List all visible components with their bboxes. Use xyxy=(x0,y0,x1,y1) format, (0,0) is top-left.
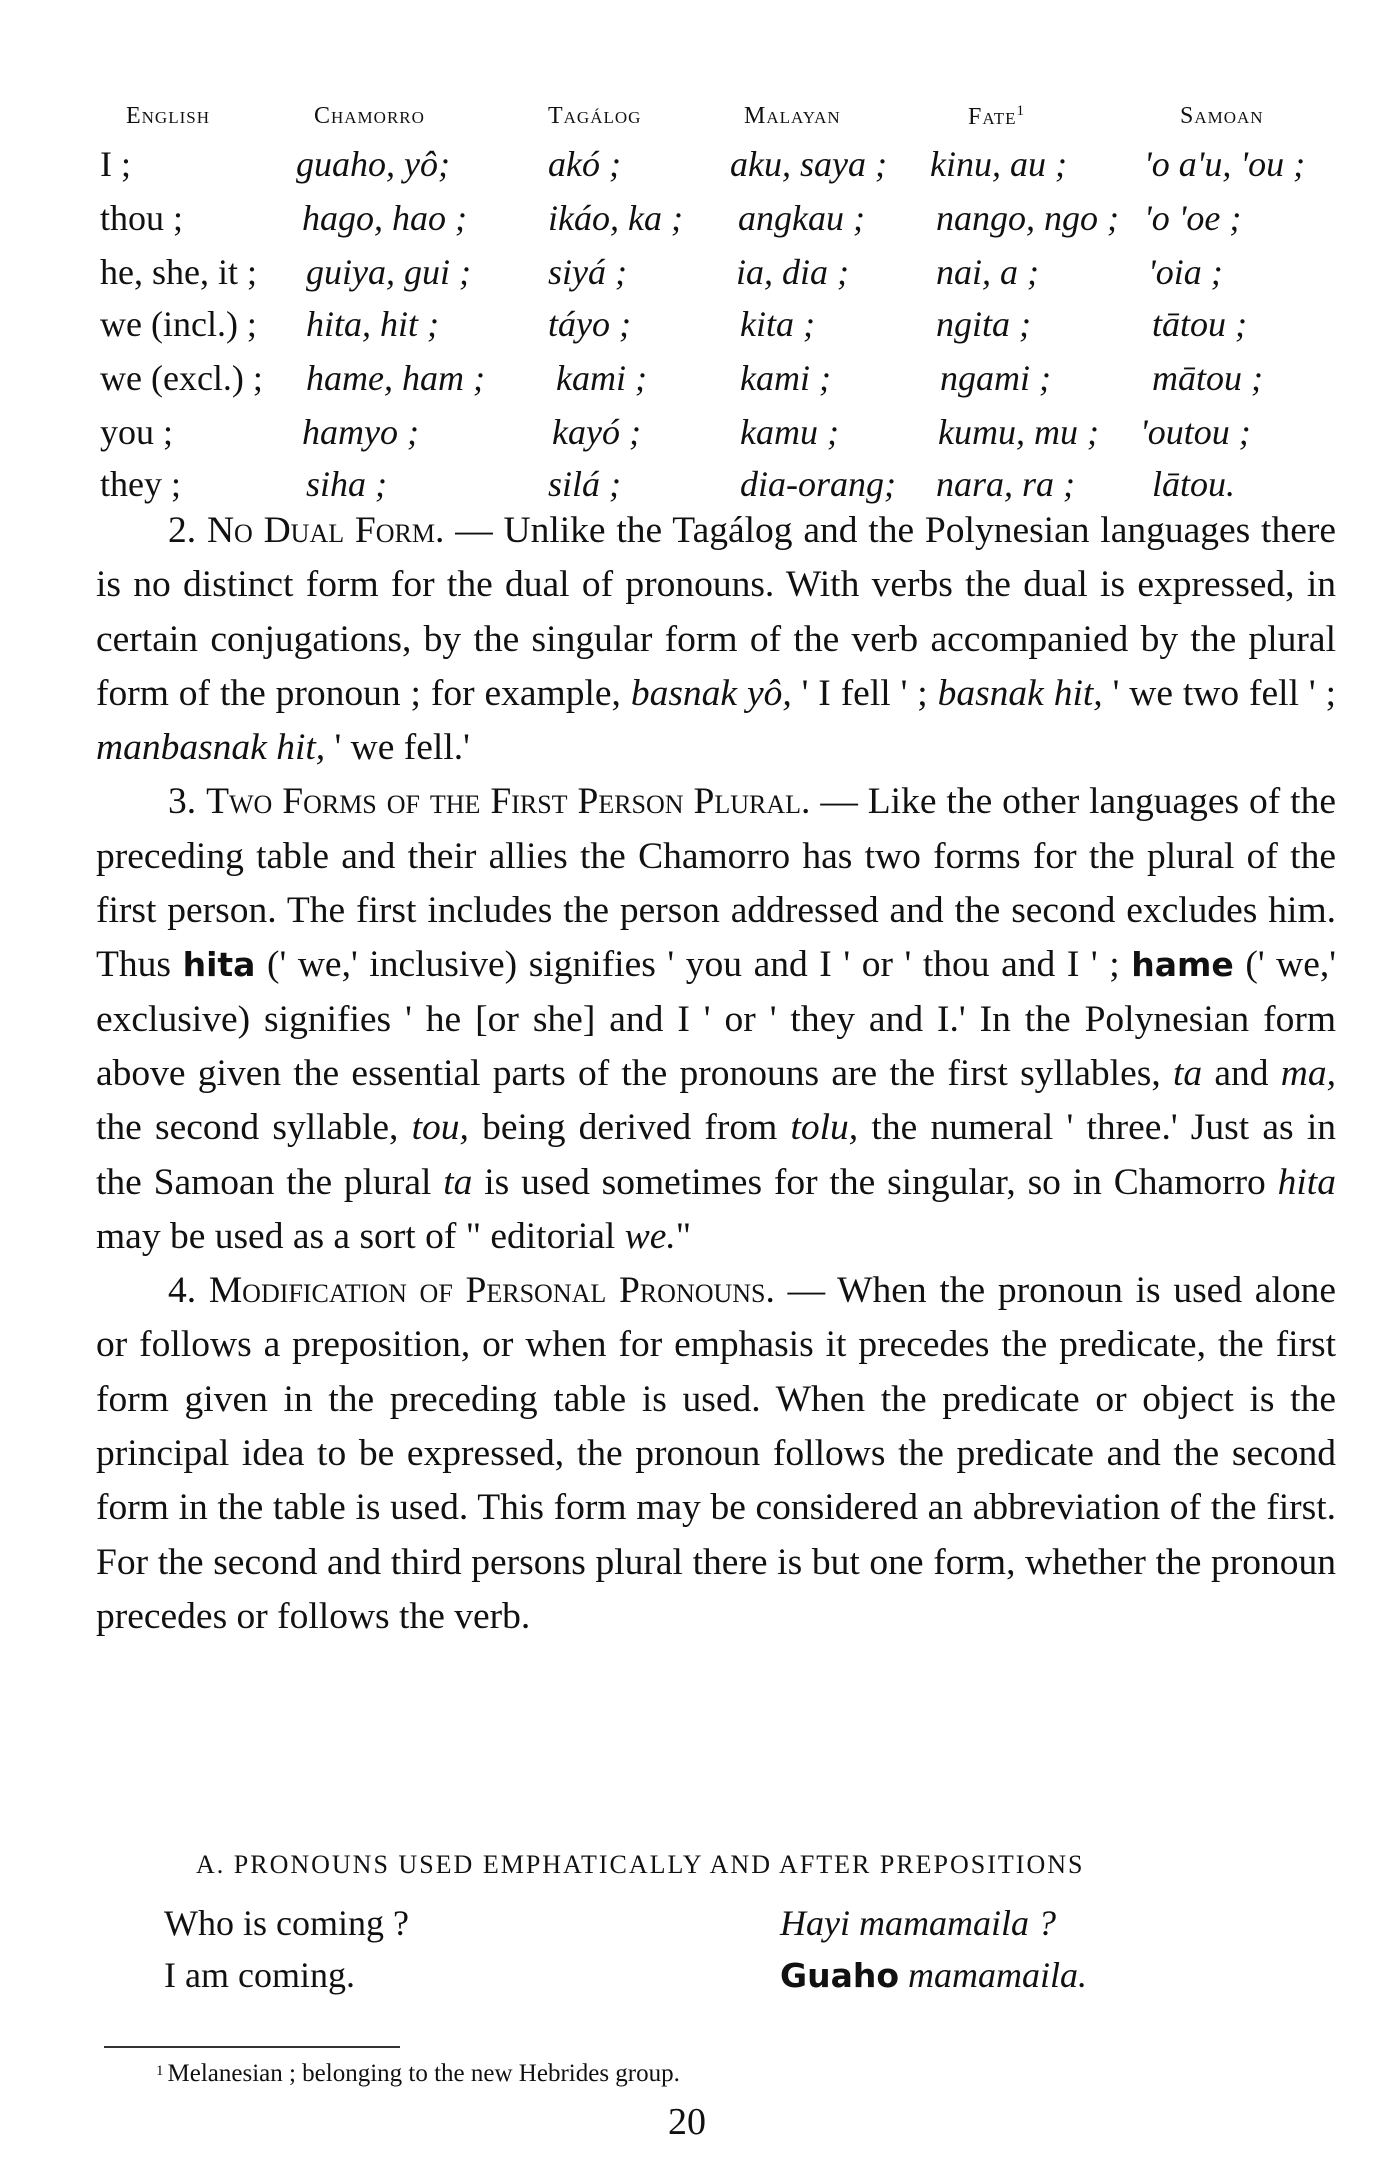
paragraph-text: the second syllable, xyxy=(96,1107,412,1149)
example-italic: basnak yô, xyxy=(630,672,792,714)
table-cell-english: I ; xyxy=(100,144,131,184)
table-cell-malayan: kita ; xyxy=(740,304,815,344)
example-italic: hita xyxy=(1277,1161,1336,1203)
example-italic: ta xyxy=(443,1161,473,1203)
paragraph-text: ' I fell ' ; xyxy=(791,672,938,714)
bold-term: hame xyxy=(1131,945,1234,985)
example-italic: ma, xyxy=(1280,1052,1336,1094)
table-cell-samoan: 'oia ; xyxy=(1148,252,1223,292)
table-cell-malayan: angkau ; xyxy=(738,198,865,238)
paragraph-text: and xyxy=(1202,1052,1281,1094)
table-cell-fate: nango, ngo ; xyxy=(936,198,1119,238)
table-cell-english: we (excl.) ; xyxy=(100,358,263,398)
paragraph-number: 2. xyxy=(168,510,197,551)
table-cell-fate: nara, ra ; xyxy=(936,464,1076,504)
header-malayan: Malayan xyxy=(744,103,841,129)
paragraph-text: — Unlike the Tagálog and the Polynesian languages there is no distinct form for the dual of pronouns. With verbs the dual is expressed, in certain conjugations, by the singular form of the verb accompanied by the plural form of the pronoun ; for example, xyxy=(96,510,1336,714)
table-cell-fate: ngita ; xyxy=(936,304,1031,344)
paragraph-text: " xyxy=(675,1215,692,1257)
paragraph-text: (' we,' exclusive) signifies ' he [or she] and I ' or ' they and I.' In the Polynesian form above given the essential parts of the pronouns are the first syllables, xyxy=(96,944,1337,1094)
table-cell-fate: nai, a ; xyxy=(936,252,1039,292)
example-italic: manbasnak hit, xyxy=(96,727,326,769)
table-cell-samoan: 'o 'oe ; xyxy=(1144,198,1242,238)
body-text xyxy=(96,504,1336,1644)
table-cell-chamorro: hago, hao ; xyxy=(302,198,467,238)
table-cell-samoan: 'outou ; xyxy=(1140,412,1251,452)
table-cell-malayan: kami ; xyxy=(740,358,831,398)
table-cell-english: you ; xyxy=(100,412,174,452)
example-english: I am coming. xyxy=(164,1955,355,1995)
example-italic: mamamaila. xyxy=(899,1955,1088,1995)
paragraph-heading: No Dual Form. xyxy=(206,510,445,551)
table-cell-fate: ngami ; xyxy=(940,358,1051,398)
table-cell-malayan: kamu ; xyxy=(740,412,839,452)
paragraph-text: — When the pronoun is used alone or follows a preposition, or when for emphasis it precedes the predicate, the first form given in the preceding table is used. When the predicate or object is the principal idea to be expressed, the pronoun follows the predicate and the second form in the table is used. This form may be considered an abbreviation of the first. For the second and third persons plural there is but one form, whether the pronoun precedes or follows the verb. xyxy=(96,1270,1337,1637)
example-italic: tolu, xyxy=(790,1107,859,1149)
table-cell-fate: kumu, mu ; xyxy=(938,412,1099,452)
section-heading: A. PRONOUNS USED EMPHATICALLY AND AFTER PREPOSITIONS xyxy=(196,1850,1085,1879)
paragraph-heading: Two Forms of the First Person Plural. xyxy=(206,781,811,823)
table-cell-tagalog: silá ; xyxy=(548,464,622,504)
paragraph-text: ' we fell.' xyxy=(325,727,470,769)
table-cell-chamorro: siha ; xyxy=(306,464,387,504)
example-italic: tou, xyxy=(411,1107,469,1149)
example-chamorro xyxy=(780,1954,1087,1996)
table-cell-chamorro: guaho, yô; xyxy=(296,144,450,184)
example-italic: basnak hit, xyxy=(937,672,1103,714)
example-english: Who is coming ? xyxy=(164,1903,409,1943)
example-italic: Hayi mamamaila ? xyxy=(780,1903,1056,1943)
table-cell-chamorro: hamyo ; xyxy=(302,412,419,452)
bold-term: Guaho xyxy=(780,1956,900,1995)
paragraph-text: may be used as a sort of " editorial xyxy=(96,1215,625,1257)
footnote-rule xyxy=(104,2046,400,2048)
footnote xyxy=(156,2060,680,2088)
paragraph-two-forms xyxy=(96,775,1336,1264)
table-cell-english: they ; xyxy=(100,464,181,504)
table-cell-english: we (incl.) ; xyxy=(100,304,257,344)
fate-footnote-mark: 1 xyxy=(1016,103,1026,119)
paragraph-heading: Modification of Personal Pronouns. xyxy=(208,1270,775,1312)
footnote-text: Melanesian ; belonging to the new Hebrides group. xyxy=(167,2060,680,2087)
paragraph-text: — Like the other languages of the preceding table and their allies the Chamorro has two forms for the plural of the first person. The first includes the person addressed and the second excludes him. Thus xyxy=(96,781,1336,986)
table-cell-tagalog: ikáo, ka ; xyxy=(548,198,683,238)
paragraph-number: 4. xyxy=(168,1270,197,1312)
table-cell-fate: kinu, au ; xyxy=(930,144,1067,184)
header-english: English xyxy=(126,103,210,129)
page-number: 20 xyxy=(668,2101,706,2143)
header-tagalog: Tagálog xyxy=(548,103,642,129)
header-samoan: Samoan xyxy=(1180,103,1264,129)
paragraph-no-dual-form xyxy=(96,504,1336,775)
paragraph-text: is used sometimes for the singular, so in Chamorro xyxy=(472,1161,1278,1203)
table-cell-samoan: tātou ; xyxy=(1152,304,1247,344)
table-cell-chamorro: hita, hit ; xyxy=(306,304,439,344)
paragraph-number: 3. xyxy=(168,781,197,823)
table-cell-malayan: ia, dia ; xyxy=(736,252,849,292)
example-italic: we. xyxy=(624,1215,676,1257)
table-cell-tagalog: akó ; xyxy=(548,144,621,184)
example-italic: ta xyxy=(1172,1052,1203,1094)
table-cell-chamorro: hame, ham ; xyxy=(306,358,485,398)
paragraph-modification xyxy=(96,1264,1336,1644)
footnote-mark: 1 xyxy=(156,2063,164,2079)
table-cell-samoan: lātou. xyxy=(1152,464,1236,504)
bold-term: hita xyxy=(182,945,256,985)
paragraph-text: ' we two fell ' ; xyxy=(1102,672,1336,714)
table-cell-malayan: dia-orang; xyxy=(740,464,896,504)
table-cell-english: thou ; xyxy=(100,198,184,238)
table-cell-tagalog: táyo ; xyxy=(548,304,631,344)
table-cell-tagalog: kayó ; xyxy=(552,412,641,452)
table-cell-samoan: 'o a'u, 'ou ; xyxy=(1144,144,1306,184)
header-fate xyxy=(968,104,1025,129)
table-cell-tagalog: siyá ; xyxy=(548,252,627,292)
paragraph-text: the numeral ' three.' Just as in the Samoan the plural xyxy=(96,1107,1336,1203)
example-chamorro xyxy=(780,1902,1056,1944)
paragraph-text: (' we,' inclusive) signifies ' you and I ' or ' thou and I ' ; xyxy=(255,944,1132,986)
table-cell-samoan: mātou ; xyxy=(1152,358,1263,398)
table-cell-english: he, she, it ; xyxy=(100,252,257,292)
table-cell-tagalog: kami ; xyxy=(556,358,647,398)
paragraph-text: being derived from xyxy=(468,1107,791,1149)
header-chamorro: Chamorro xyxy=(314,103,425,129)
table-cell-malayan: aku, saya ; xyxy=(730,144,887,184)
table-cell-chamorro: guiya, gui ; xyxy=(306,252,471,292)
header-fate-label: Fate xyxy=(968,104,1017,130)
